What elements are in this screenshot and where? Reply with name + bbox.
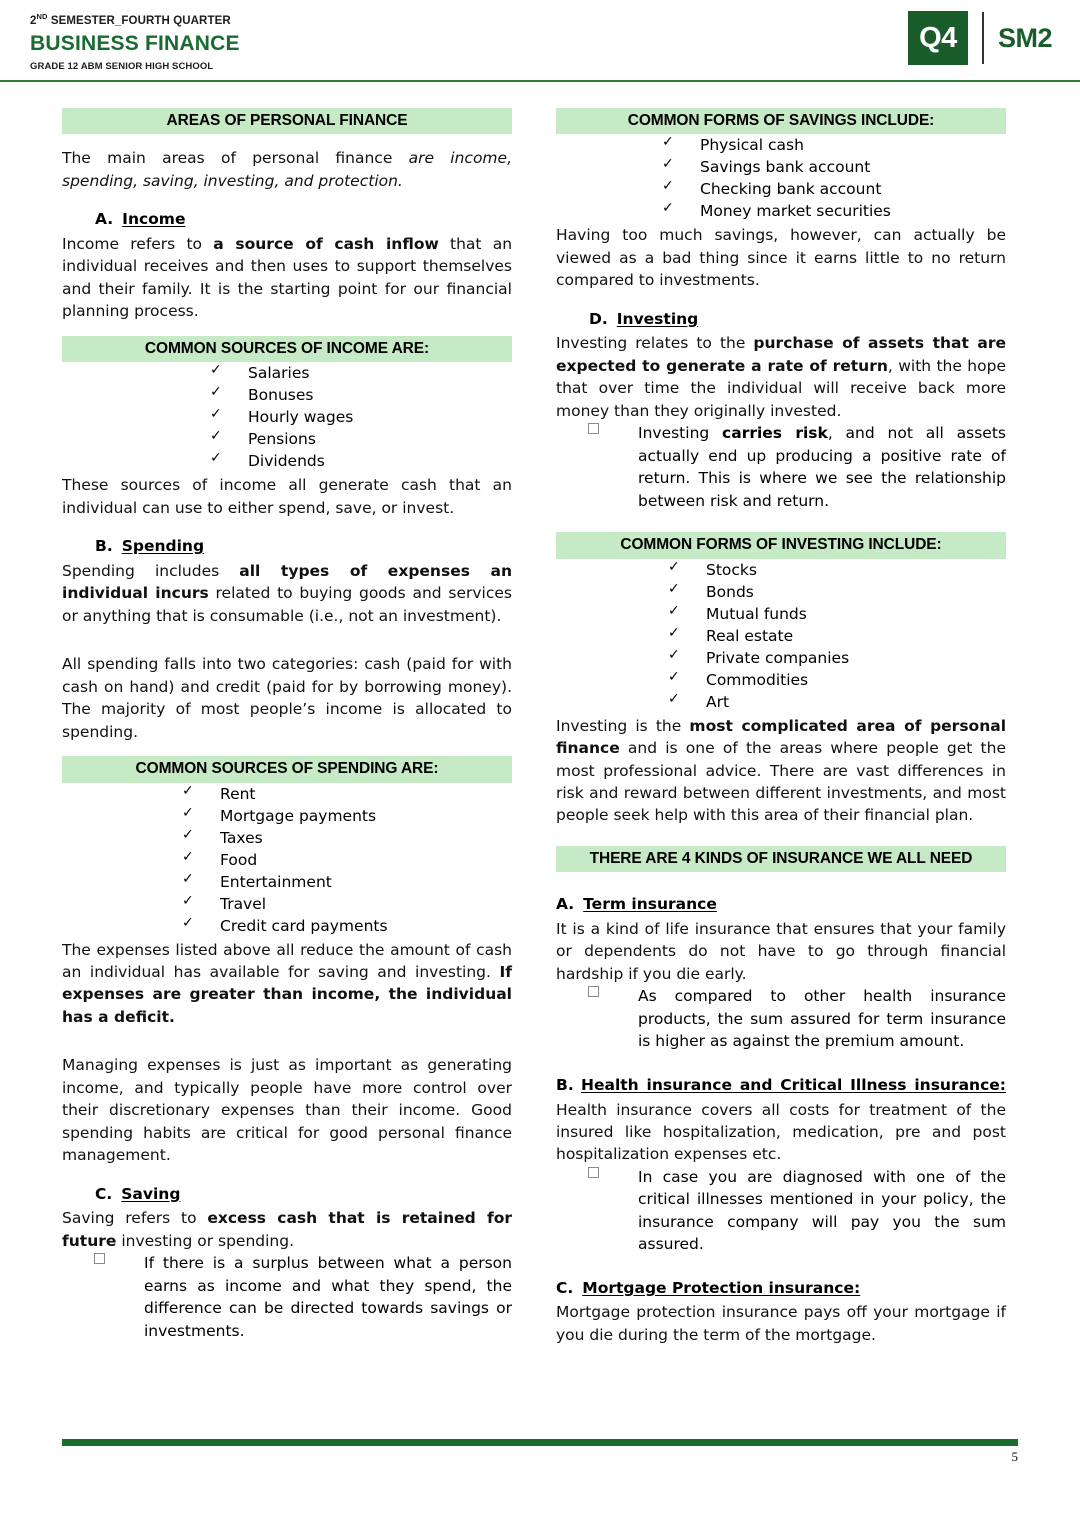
check-icon: ✓ (668, 690, 680, 707)
check-icon: ✓ (182, 848, 194, 865)
list-item-label: As compared to other health insurance products, the sum assured for term insurance is higher as against the premium amount. (638, 987, 1006, 1051)
list-item (182, 849, 512, 871)
section-c-body-part2: investing or spending. (116, 1231, 294, 1250)
square-bullet-icon (588, 986, 599, 997)
check-icon: ✓ (182, 870, 194, 887)
list-item (662, 156, 1006, 178)
heading-common-sources-of-income: COMMON SOURCES OF INCOME ARE: (62, 336, 512, 362)
quarter-badge: Q4 (908, 11, 968, 65)
list-item-label: Stocks (706, 560, 757, 579)
page-number: 5 (1011, 1449, 1018, 1464)
intro-italic-text: are income, spending, saving, investing, and protection. (62, 149, 512, 190)
section-d-title: Investing (616, 309, 699, 328)
check-icon: ✓ (182, 914, 194, 931)
insurance-b-heading (556, 1075, 1006, 1097)
savings-forms-list (556, 134, 1006, 222)
section-d-body-part1: Investing relates to the (556, 334, 754, 353)
header-branding (30, 8, 240, 73)
list-item-label: Checking bank account (700, 180, 882, 199)
list-item (668, 625, 1006, 647)
check-icon: ✓ (668, 646, 680, 663)
check-icon: ✓ (668, 624, 680, 641)
spending-categories-paragraph: All spending falls into two categories: cash (paid for with cash on hand) and credit (paid for by borrowing money). The majority of most people’s income is allocated to spending. (62, 655, 512, 741)
insurance-c-title: Mortgage Protection insurance: (582, 1278, 861, 1297)
list-item (182, 871, 512, 893)
square-bullet-icon (588, 423, 599, 434)
heading-common-forms-of-investing: COMMON FORMS OF INVESTING INCLUDE: (556, 532, 1006, 558)
list-item-label: Entertainment (220, 872, 332, 891)
section-d-letter: D. (589, 309, 608, 328)
check-icon: ✓ (210, 406, 222, 423)
section-a-body (62, 233, 512, 323)
semester-quarter-text: SEMESTER_FOURTH QUARTER (47, 14, 231, 27)
list-item (668, 559, 1006, 581)
heading-common-sources-of-spending: COMMON SOURCES OF SPENDING ARE: (62, 756, 512, 782)
heading-four-kinds-of-insurance: THERE ARE 4 KINDS OF INSURANCE WE ALL NEED (556, 846, 1006, 872)
investing-note-part2: and is one of the areas where people get the most professional advice. There are vast differences in risk and reward between different investments, and most people seek help with this area of their financial plan. (556, 739, 1006, 825)
square-bullet-icon (588, 1167, 599, 1178)
check-icon: ✓ (668, 558, 680, 575)
insurance-c-letter: C. (556, 1278, 574, 1297)
footer-bar (62, 1439, 1018, 1446)
section-c-body-bold: excess cash that is retained for future (62, 1209, 512, 1250)
list-item (668, 669, 1006, 691)
list-item-bold: carries risk (722, 424, 828, 443)
income-sources-note: These sources of income all generate cash that an individual can use to either spend, save, or invest. (62, 476, 512, 517)
list-item (182, 783, 512, 805)
list-item-label: Bonds (706, 582, 754, 601)
list-item-label: Savings bank account (700, 158, 871, 177)
section-c-title: Saving (121, 1184, 181, 1203)
list-item (668, 603, 1006, 625)
section-b-body-part1: Spending includes (62, 561, 240, 580)
section-a-body-part1: Income refers to (62, 235, 214, 253)
intro-plain-text: The main areas of personal finance (62, 149, 409, 168)
investing-note-bold: most complicated area of personal finance (556, 716, 1007, 758)
insurance-b-title: Health insurance and Critical Illness insurance: (581, 1075, 1006, 1094)
list-item-label: Physical cash (700, 136, 804, 155)
list-item-label: Money market securities (700, 202, 891, 221)
expenses-note-bold: If expenses are greater than income, the individual has a deficit. (62, 963, 512, 1026)
section-c-body-part1: Saving refers to (62, 1209, 208, 1228)
list-item-part1: Investing (638, 424, 723, 443)
list-item-label: Rent (220, 784, 256, 803)
check-icon: ✓ (210, 384, 222, 401)
insurance-a-letter: A. (556, 895, 575, 914)
list-item (210, 406, 512, 428)
section-a-body-part2: that an individual receives and then uses to support themselves and their family. It is the starting point for our financial planning process. (62, 235, 513, 321)
list-item (662, 134, 1006, 156)
badge-divider (982, 12, 984, 64)
insurance-c-heading (556, 1278, 1006, 1300)
list-item-label: Bonuses (248, 386, 314, 405)
subject-title: BUSINESS FINANCE (30, 32, 240, 56)
list-item-label: Mutual funds (706, 604, 807, 623)
semester-badge: SM2 (997, 22, 1052, 53)
section-b-heading (62, 536, 512, 558)
section-c-body (62, 1207, 512, 1252)
section-b-body-bold: all types of expenses an individual incurs (62, 561, 512, 603)
section-c-heading (62, 1184, 512, 1206)
semester-quarter-label (30, 13, 240, 28)
list-item-label: Private companies (706, 648, 850, 667)
insurance-a-body: It is a kind of life insurance that ensures that your family or dependents do not have to go through financial hardship if you die early. (556, 920, 1006, 983)
square-bullet-icon (94, 1253, 105, 1264)
list-item-label: Travel (220, 894, 267, 913)
insurance-b-body: Health insurance covers all costs for treatment of the insured like hospitalization, medication, pre and post hospitalization expenses etc. (556, 1100, 1006, 1164)
check-icon: ✓ (662, 134, 674, 151)
income-sources-list (62, 362, 512, 472)
check-icon: ✓ (662, 178, 674, 195)
check-icon: ✓ (662, 156, 674, 173)
section-a-heading (62, 209, 512, 231)
semester-ordinal-suffix: ND (36, 12, 48, 21)
list-item-label: Dividends (248, 452, 325, 471)
list-item-label: Pensions (248, 430, 316, 449)
grade-level-label: GRADE 12 ABM SENIOR HIGH SCHOOL (30, 61, 214, 73)
page-footer (0, 1439, 1080, 1465)
check-icon: ✓ (182, 892, 194, 909)
list-item (182, 805, 512, 827)
list-item (662, 178, 1006, 200)
check-icon: ✓ (668, 580, 680, 597)
list-item-label: Salaries (248, 364, 310, 383)
list-item (182, 915, 512, 937)
check-icon: ✓ (182, 826, 194, 843)
section-b-body-part2: related to buying goods and services or anything that is consumable (i.e., not an investment). (62, 584, 512, 625)
section-c-bullets (62, 1252, 512, 1342)
expenses-note-part1: The expenses listed above all reduce the amount of cash an individual has available for saving and investing. (62, 940, 512, 981)
list-item (92, 1252, 512, 1342)
investing-forms-list (556, 559, 1006, 713)
section-d-body (556, 332, 1006, 422)
section-d-bullets (556, 422, 1006, 512)
section-a-letter: A. (95, 210, 114, 229)
insurance-a-title: Term insurance (583, 895, 717, 914)
check-icon: ✓ (668, 602, 680, 619)
managing-expenses-paragraph: Managing expenses is just as important as generating income, and typically people have more control over their discretionary expenses than their income. Good spending habits are critical for good personal finance management. (62, 1056, 512, 1165)
check-icon: ✓ (668, 668, 680, 685)
check-icon: ✓ (182, 782, 194, 799)
section-b-title: Spending (121, 537, 205, 556)
check-icon: ✓ (210, 450, 222, 467)
heading-areas-of-personal-finance: AREAS OF PERSONAL FINANCE (62, 108, 512, 134)
list-item-label: If there is a surplus between what a person earns as income and what they spend, the difference can be directed towards savings or investments. (144, 1254, 512, 1340)
list-item (210, 384, 512, 406)
list-item (210, 428, 512, 450)
section-b-body (62, 560, 512, 627)
insurance-a-heading (556, 894, 1006, 916)
section-c-letter: C. (95, 1184, 113, 1203)
section-d-heading (556, 309, 1006, 331)
list-item (210, 362, 512, 384)
list-item (182, 827, 512, 849)
list-item-label: Taxes (220, 828, 263, 847)
list-item-label: Hourly wages (248, 408, 354, 427)
section-a-body-bold: a source of cash inflow (213, 235, 439, 253)
list-item-label: Real estate (706, 626, 794, 645)
semester-number: 2 (30, 14, 37, 27)
list-item (668, 691, 1006, 713)
list-item-label: Food (220, 850, 258, 869)
check-icon: ✓ (210, 362, 222, 379)
list-item (586, 422, 1006, 512)
section-a-title: Income (122, 210, 186, 229)
check-icon: ✓ (210, 428, 222, 445)
check-icon: ✓ (182, 804, 194, 821)
left-column (62, 108, 512, 1346)
list-item (668, 647, 1006, 669)
insurance-b-letter: B. (556, 1075, 574, 1094)
list-item (662, 200, 1006, 222)
right-column (556, 108, 1006, 1346)
insurance-b-bullets (556, 1166, 1006, 1256)
section-d-body-bold: purchase of assets that are expected to generate a rate of return (556, 334, 1006, 375)
list-item (182, 893, 512, 915)
list-item (586, 1166, 1006, 1256)
page-content (0, 82, 1080, 1346)
list-item (668, 581, 1006, 603)
list-item-part2: , and not all assets actually end up producing a positive rate of return. This is where we see the relationship between risk and return. (638, 424, 1006, 510)
savings-note-paragraph: Having too much savings, however, can actually be viewed as a bad thing since it earns little to no return compared to investments. (556, 226, 1006, 290)
page-header (0, 0, 1080, 78)
list-item-label: Credit card payments (220, 916, 388, 935)
list-item (210, 450, 512, 472)
insurance-c-body: Mortgage protection insurance pays off your mortgage if you die during the term of the mortgage. (556, 1303, 1006, 1344)
investing-note-paragraph (556, 715, 1006, 827)
list-item-label: In case you are diagnosed with one of the critical illnesses mentioned in your policy, the insurance company will pay you the sum assured. (638, 1167, 1006, 1254)
list-item (586, 985, 1006, 1052)
list-item-label: Art (706, 692, 730, 711)
heading-common-forms-of-savings: COMMON FORMS OF SAVINGS INCLUDE: (556, 108, 1006, 134)
check-icon: ✓ (662, 200, 674, 217)
spending-sources-list (62, 783, 512, 937)
list-item-label: Commodities (706, 670, 809, 689)
list-item-label: Mortgage payments (220, 806, 377, 825)
expenses-note-paragraph (62, 939, 512, 1029)
investing-note-part1: Investing is the (556, 716, 690, 735)
intro-paragraph (62, 147, 512, 192)
header-badges (908, 8, 1062, 65)
insurance-a-bullets (556, 985, 1006, 1052)
section-d-body-part2: , with the hope that over time the individual will receive back more money than they originally invested. (556, 356, 1006, 420)
section-b-letter: B. (95, 537, 113, 556)
